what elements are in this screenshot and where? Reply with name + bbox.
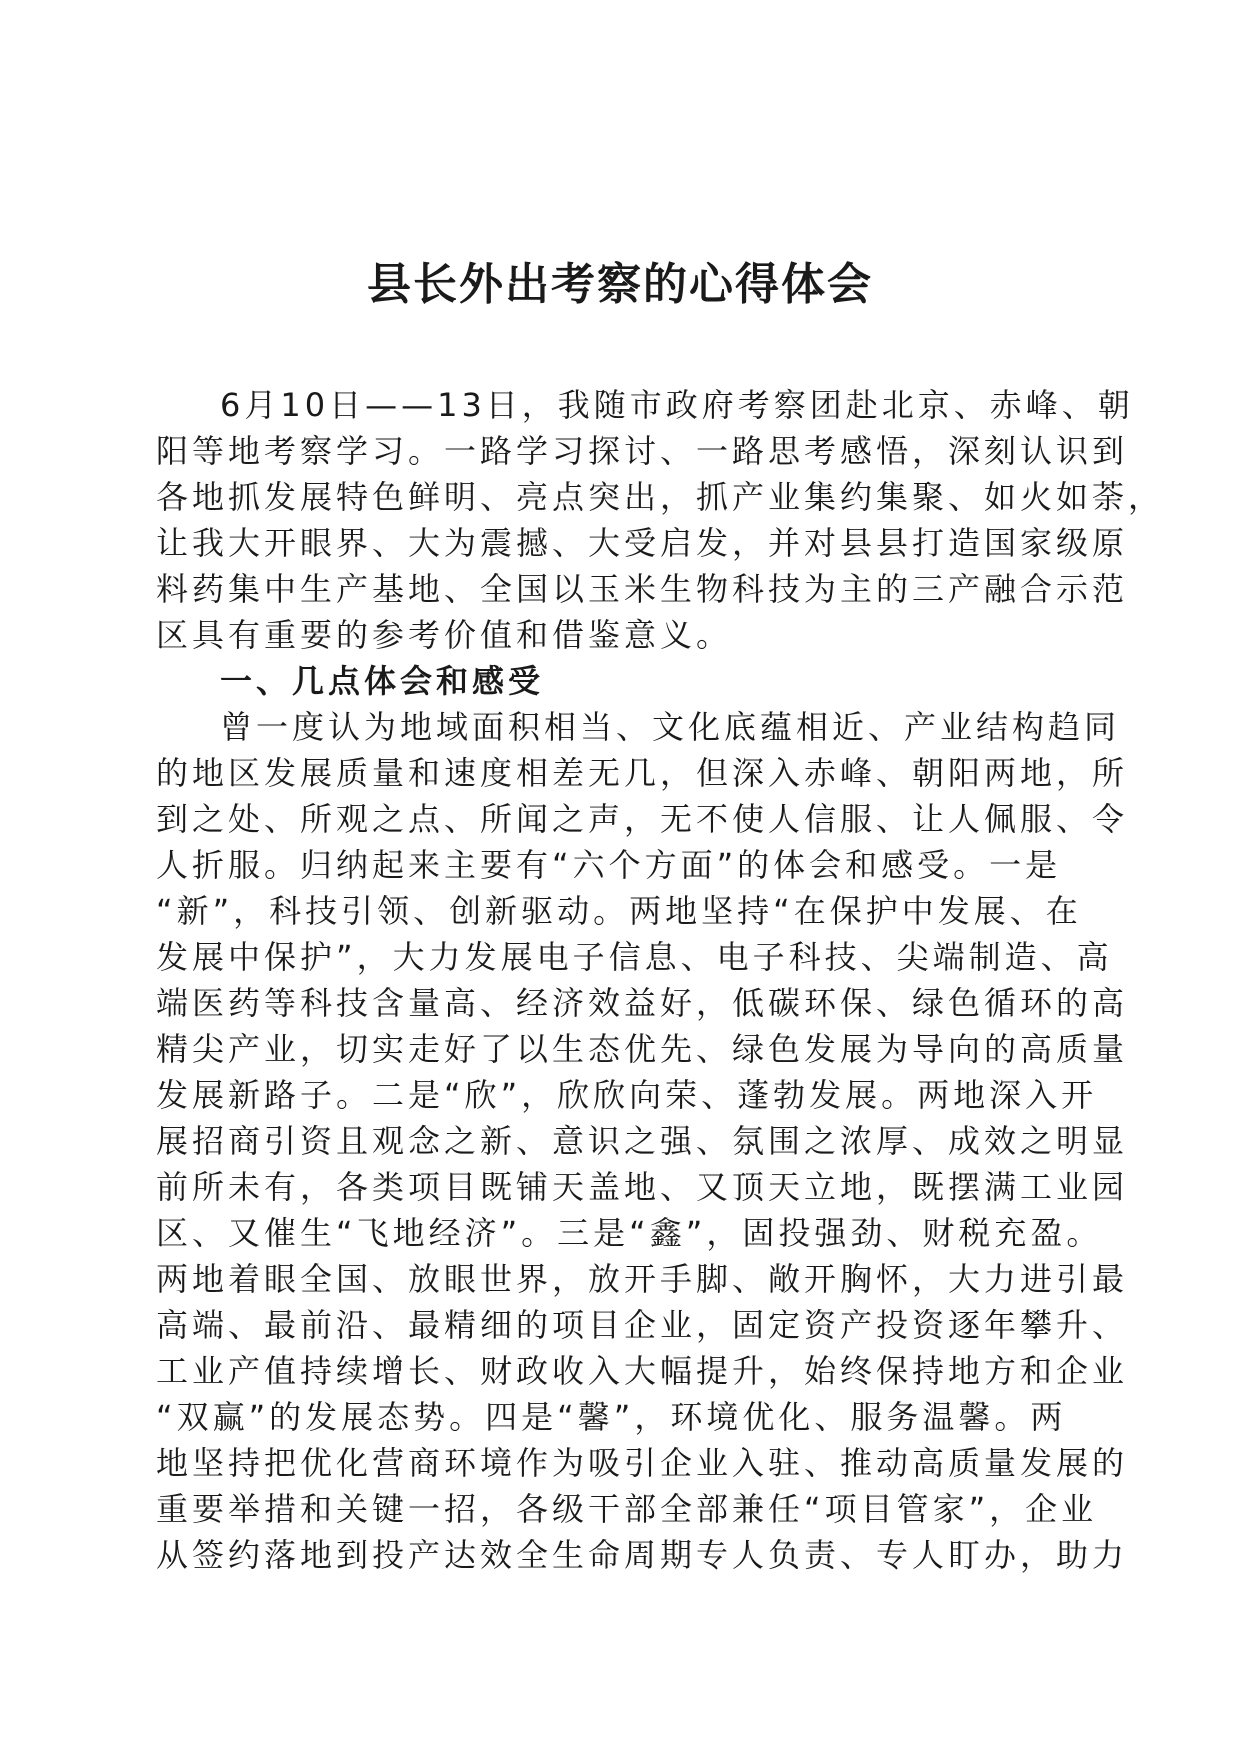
- paragraph-line: 高端、最前沿、最精细的项目企业，固定资产投资逐年攀升、: [156, 1306, 1129, 1344]
- paragraph-line: “新”，科技引领、创新驱动。两地坚持“在保护中发展、在: [156, 892, 1082, 930]
- document-body: [156, 382, 1165, 1578]
- paragraph-line: 让我大开眼界、大为震撼、大受启发，并对县县打造国家级原: [156, 524, 1129, 562]
- paragraph-line: 前所未有，各类项目既铺天盖地、又顶天立地，既摆满工业园: [156, 1168, 1129, 1206]
- paragraph-line: 各地抓发展特色鲜明、亮点突出，抓产业集约集聚、如火如荼，: [156, 478, 1165, 516]
- paragraph-line: 从签约落地到投产达效全生命周期专人负责、专人盯办，助力: [156, 1536, 1129, 1574]
- paragraph-line: 展招商引资且观念之新、意识之强、氛围之浓厚、成效之明显: [156, 1122, 1129, 1160]
- paragraph-line: “双赢”的发展态势。四是“馨”，环境优化、服务温馨。两: [156, 1398, 1067, 1436]
- paragraph-line: 两地着眼全国、放眼世界，放开手脚、敞开胸怀，大力进引最: [156, 1260, 1129, 1298]
- paragraph-line: 工业产值持续增长、财政收入大幅提升，始终保持地方和企业: [156, 1352, 1129, 1390]
- paragraph-line: 6月10日——13日，我随市政府考察团赴北京、赤峰、朝: [220, 386, 1134, 424]
- paragraph-line: 区具有重要的参考价值和借鉴意义。: [156, 616, 733, 654]
- paragraph-line: 到之处、所观之点、所闻之声，无不使人信服、让人佩服、令: [156, 800, 1129, 838]
- paragraph-line: 端医药等科技含量高、经济效益好，低碳环保、绿色循环的高: [156, 984, 1129, 1022]
- paragraph-line: 料药集中生产基地、全国以玉米生物科技为主的三产融合示范: [156, 570, 1129, 608]
- paragraph-line: 发展新路子。二是“欣”，欣欣向荣、蓬勃发展。两地深入开: [156, 1076, 1098, 1114]
- paragraph-line: 地坚持把优化营商环境作为吸引企业入驻、推动高质量发展的: [156, 1444, 1129, 1482]
- paragraph-line: 阳等地考察学习。一路学习探讨、一路思考感悟，深刻认识到: [156, 432, 1129, 470]
- paragraph-line: 曾一度认为地域面积相当、文化底蕴相近、产业结构趋同: [220, 708, 1121, 746]
- paragraph-line: 发展中保护”，大力发展电子信息、电子科技、尖端制造、高: [156, 938, 1113, 976]
- paragraph-line: 的地区发展质量和速度相差无几，但深入赤峰、朝阳两地，所: [156, 754, 1129, 792]
- paragraph-line: 区、又催生“飞地经济”。三是“鑫”，固投强劲、财税充盈。: [156, 1214, 1103, 1252]
- section-heading: 一、几点体会和感受: [220, 662, 545, 700]
- paragraph-line: 人折服。归纳起来主要有“六个方面”的体会和感受。一是: [156, 846, 1062, 884]
- paragraph-line: 精尖产业，切实走好了以生态优先、绿色发展为导向的高质量: [156, 1030, 1129, 1068]
- document-title: 县长外出考察的心得体会: [367, 259, 873, 310]
- paragraph-line: 重要举措和关键一招，各级干部全部兼任“项目管家”，企业: [156, 1490, 1098, 1528]
